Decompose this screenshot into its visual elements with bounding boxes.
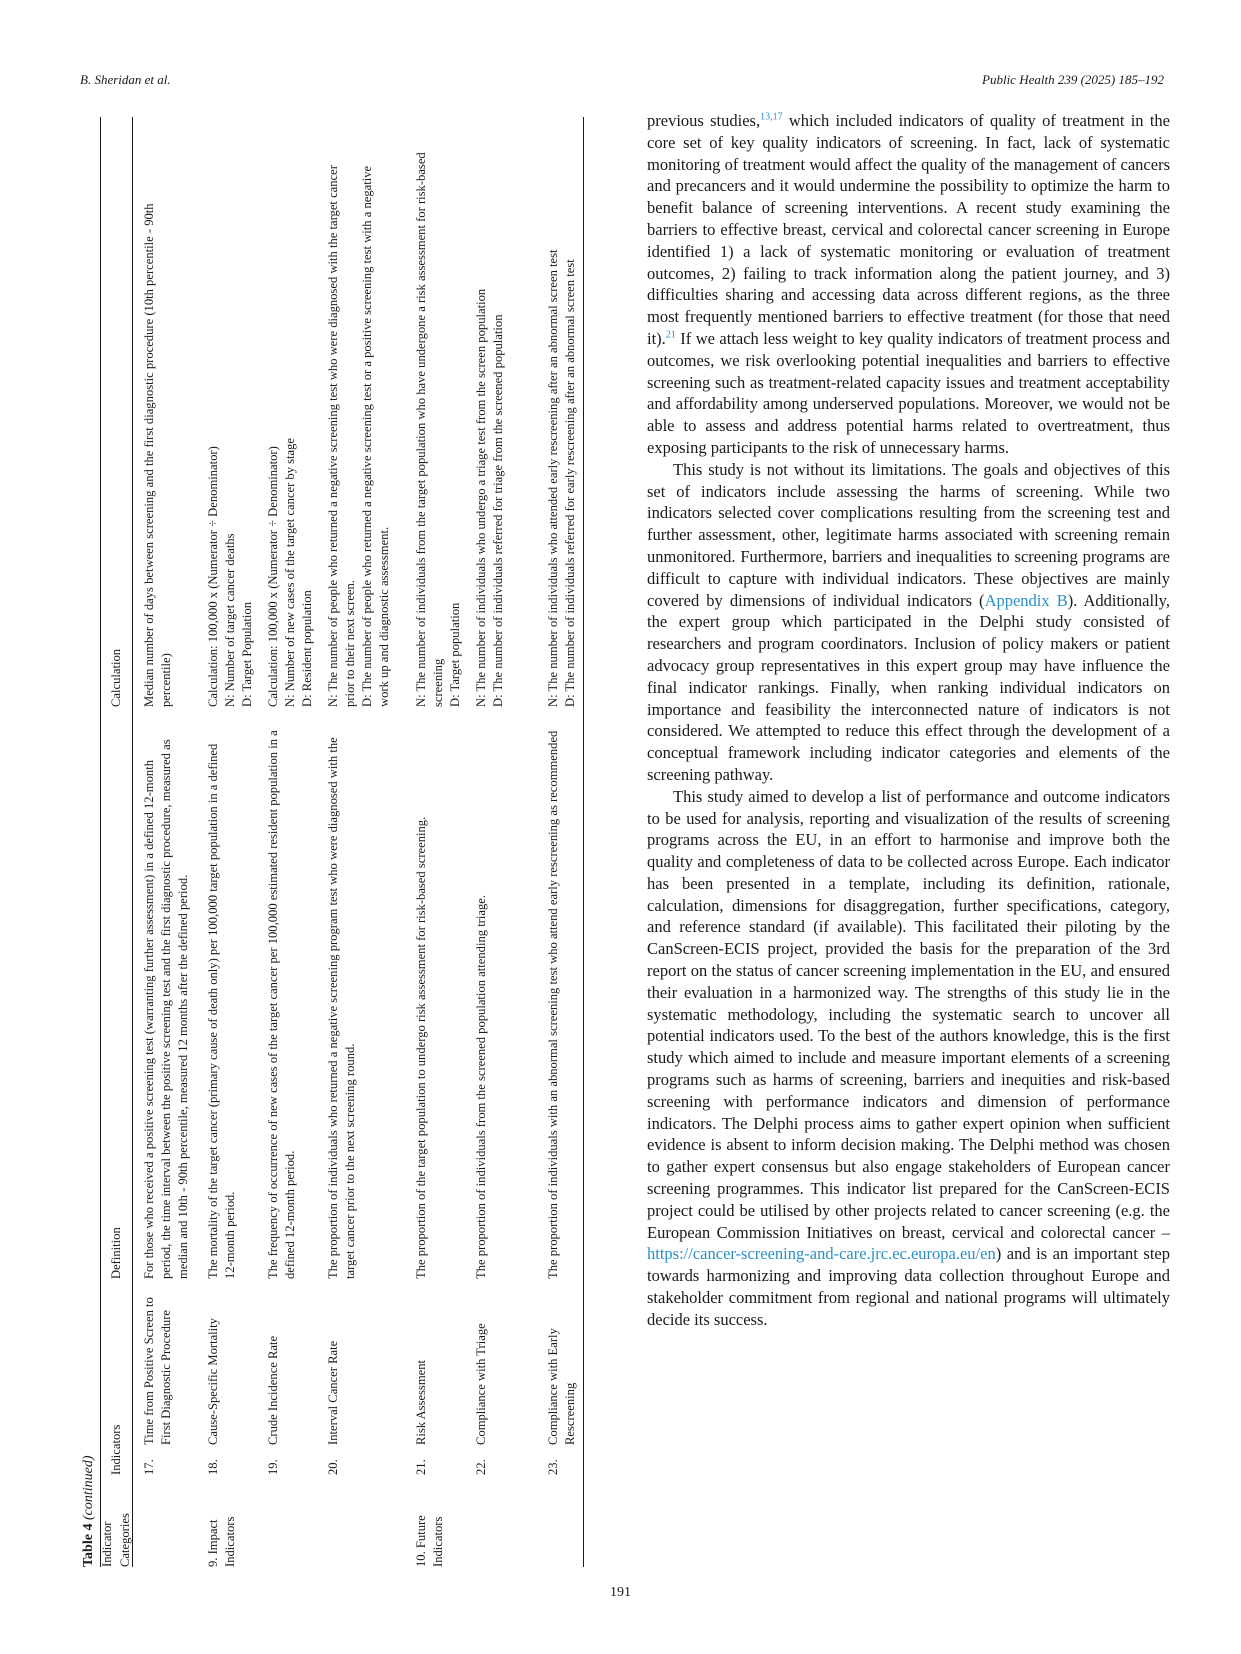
- indicator-number: 21.: [414, 1459, 428, 1475]
- row-indicator: [473, 1279, 541, 1475]
- row-indicator: [413, 1279, 469, 1475]
- header-calculation: Calculation: [108, 648, 123, 707]
- table-header-row: [101, 117, 132, 1567]
- text-segment: which included indicators of quality of treatment in the core set of key quality indicators of screening. In fact, lack of systematic monitoring of treatment would affect the quality of the management of cancers and precancers and it would undermine the possibility to optimize the harm to benefit balance of screening interventions. A recent study examining the barriers to effective breast, cervical and colorectal cancer screening in Europe identified 1) a lack of systematic monitoring or evaluation of treatment outcomes, 2) failing to track information along the patient journey, and 3) difficulties sharing and accessing data across different regions, as the three most frequently mentioned barriers to effective treatment (for those that need it).: [647, 111, 1170, 348]
- citation-superscript[interactable]: 13,17: [760, 111, 783, 123]
- table-body: [133, 117, 619, 1567]
- indicator-name: Crude Incidence Rate: [266, 1335, 280, 1445]
- indicator-number: 17.: [142, 1459, 156, 1475]
- table-caption: [78, 117, 100, 1567]
- row-category: [265, 1475, 321, 1567]
- header-definition: Definition: [108, 1227, 123, 1279]
- limitations-paragraph: [647, 459, 1170, 786]
- row-category: [545, 1475, 619, 1567]
- indicator-number: 18.: [206, 1459, 220, 1475]
- text-segment: previous studies,: [647, 111, 761, 130]
- calc-line: D: The number of individuals referred for triage from the screened population: [491, 314, 506, 707]
- text-segment: ). Additionally, the expert group which participated in the Delphi study consisted of researchers and program coordinators. Inclusion of policy makers or patient advocacy group representatives in this expert group may have influence the final indicator rankings. Finally, when ranking individual indicators on importance and feasibility the interconnected nature of indicators is not considered. We attempted to reduce this effect through the development of a conceptual framework including indicator categories and elements of the screening pathway.: [647, 590, 1170, 784]
- row-category: [473, 1475, 541, 1567]
- external-url-link[interactable]: https://cancer-screening-and-care.jrc.ec.europa.eu/en: [647, 1244, 996, 1264]
- calc-line: N: The number of individuals who attended early rescreening after an abnormal screen test: [546, 249, 560, 707]
- row-definition: The proportion of individuals who returned a negative screening program test who were diagnosed with the target cancer prior to the next screening round.: [326, 737, 358, 1279]
- row-definition: The mortality of the target cancer (primary cause of death only) per 100,000 target population in a defined 12-month period.: [206, 743, 238, 1279]
- indicator-name: Interval Cancer Rate: [326, 1340, 340, 1445]
- row-category: [325, 1475, 409, 1567]
- row-category: 9. Impact Indicators: [206, 1516, 238, 1567]
- calc-line: D: The number of individuals referred for early rescreening after an abnormal screen test: [563, 259, 578, 707]
- calc-line: Calculation: 100,000 x (Numerator ÷ Denominator): [206, 446, 220, 707]
- calc-line: Calculation: 100,000 x (Numerator ÷ Denominator): [266, 446, 280, 707]
- indicator-number: 23.: [546, 1459, 560, 1475]
- table-row: [413, 117, 469, 1567]
- table-row: [141, 117, 201, 1567]
- calc-line: D: Target population: [448, 602, 463, 707]
- row-indicator: [205, 1279, 261, 1475]
- row-definition: The proportion of individuals from the screened population attending triage.: [474, 894, 488, 1279]
- row-definition: For those who received a positive screening test (warranting further assessment) in a defined 12-month period, the time interval between the positive screening test and the first diagnostic procedure, measured as median and 10th - 90th percentile, measured 12 months after the defined period.: [142, 739, 191, 1279]
- indicator-name: Time from Positive Screen to First Diagnostic Procedure: [142, 1297, 174, 1445]
- calc-line: N: Number of target cancer deaths: [223, 533, 238, 707]
- row-calculation: [205, 147, 261, 707]
- row-indicator: [265, 1279, 321, 1475]
- citation-superscript[interactable]: 21: [665, 329, 676, 341]
- table-row: [205, 117, 261, 1567]
- table-4-continued: [78, 117, 598, 1567]
- header-indicators: Indicators: [108, 1424, 123, 1475]
- row-category: 10. Future Indicators: [414, 1515, 446, 1567]
- running-header-journal: Public Health 239 (2025) 185–192: [982, 72, 1164, 87]
- row-calculation: [265, 147, 321, 707]
- conclusion-paragraph: [647, 786, 1170, 1331]
- indicator-number: 20.: [326, 1459, 340, 1475]
- row-indicator: [545, 1279, 619, 1475]
- table-bottom-rule: [583, 117, 584, 1567]
- row-indicator: [141, 1279, 201, 1475]
- table-caption-continued: (continued): [81, 1455, 96, 1521]
- appendix-link[interactable]: Appendix B: [984, 590, 1068, 610]
- row-indicator: [325, 1279, 409, 1475]
- calc-line: N: The number of individuals from the target population who have undergone a risk assessment for risk-based screening: [414, 152, 446, 707]
- indicator-name: Risk Assessment: [414, 1359, 428, 1445]
- row-calculation: [325, 147, 409, 707]
- row-category: [141, 1475, 201, 1567]
- indicator-name: Cause-Specific Mortality: [206, 1318, 220, 1445]
- table-caption-label: Table 4: [81, 1523, 96, 1567]
- row-calculation: [141, 147, 201, 707]
- indicator-name: Compliance with Early Rescreening: [546, 1328, 578, 1445]
- running-header-authors: B. Sheridan et al.: [80, 72, 171, 87]
- row-definition: The proportion of the target population to undergo risk assessment for risk-based screening.: [414, 816, 428, 1279]
- table-row: [265, 117, 321, 1567]
- calc-line: N: Number of new cases of the target cancer by stage: [283, 437, 298, 707]
- header-categories: Indicator Categories: [100, 1513, 132, 1567]
- calc-line: N: The number of individuals who undergo a triage test from the screen population: [474, 288, 488, 707]
- calc-line: D: Target Population: [240, 602, 255, 707]
- indicator-number: 19.: [266, 1459, 280, 1475]
- body-text-column: [647, 110, 1170, 1331]
- calc-line: D: Resident population: [300, 590, 315, 707]
- table-row: [473, 117, 541, 1567]
- table-row: [325, 117, 409, 1567]
- row-calculation: [413, 147, 469, 707]
- calc-line: Median number of days between screening and the first diagnostic procedure (10th percentile - 90th percentile): [142, 203, 174, 707]
- text-segment: If we attach less weight to key quality indicators of treatment process and outcomes, we risk overlooking potential inequalities and barriers to effective screening such as treatment-related capacity issues and treatment acceptability and affordability among underserved populations. Moreover, we would not be able to assess and address potential harms related to overtreatment, thus exposing participants to the risk of unnecessary harms.: [647, 328, 1170, 457]
- indicator-name: Compliance with Triage: [474, 1323, 488, 1445]
- row-definition: The proportion of individuals with an abnormal screening test who attend early rescreening as recommended: [546, 730, 560, 1279]
- text-segment: This study is not without its limitations. The goals and objectives of this set of indicators include assessing the harms of screening. While two indicators selected cover complications resulting from the screening test and further assessment, other, legitimate harms associated with screening remain unmonitored. Furthermore, barriers and inequalities to screening programs are difficult to capture with individual indicators. These objectives are mainly covered by dimensions of individual indicators (: [647, 459, 1170, 610]
- row-calculation: [545, 147, 619, 707]
- row-calculation: [473, 147, 541, 707]
- row-definition: The frequency of occurrence of new cases of the target cancer per 100,000 estimated resident population in a defined 12-month period.: [266, 730, 298, 1279]
- calc-line: N: The number of people who returned a negative screening test who were diagnosed with the target cancer prior to their next screen.: [326, 165, 358, 707]
- text-segment: ) and is an important step towards harmonizing and improving data collection throughout Europe and stakeholder commitment from regional and national programs will ultimately decide its success.: [647, 1244, 1170, 1329]
- calc-line: D: The number of people who returned a negative screening test or a positive screening test with a negative work up and diagnostic assessment.: [360, 165, 392, 707]
- text-segment: This study aimed to develop a list of performance and outcome indicators to be used for analysis, reporting and visualization of the results of screening programs across the EU, in an effort to harmonise and improve both the quality and completeness of data to be collected across Europe. Each indicator has been presented in a template, including its definition, rationale, calculation, dimensions for disaggregation, further specifications, category, and reference standard (if available). This facilitated their piloting by the CanScreen-ECIS project, provided the basis for the preparation of the 3rd report on the status of cancer screening implementation in the EU, and ensured their evaluation in a harmonized way. The strengths of this study lie in the systematic methodology, including the systematic search to uncover all potential indicators used. To the best of the authors knowledge, this is the first study which aimed to include and measure important elements of a screening programs such as harms of screening, barriers and inequities and risk-based screening with performance indicators and dimension of performance indicators. The Delphi process aims to gather expert opinion when sufficient evidence is absent to inform decision making. The Delphi method was chosen to gather expert consensus but also engage stakeholders of European cancer screening programmes. This indicator list prepared for the CanScreen-ECIS project could be utilised by other projects related to cancer screening (e.g. the European Commission Initiatives on breast, cervical and colorectal cancer –: [647, 786, 1170, 1242]
- discussion-paragraph-1: [647, 110, 1170, 459]
- indicator-number: 22.: [474, 1459, 488, 1475]
- page-number: 191: [610, 1585, 631, 1600]
- table-row: [545, 117, 619, 1567]
